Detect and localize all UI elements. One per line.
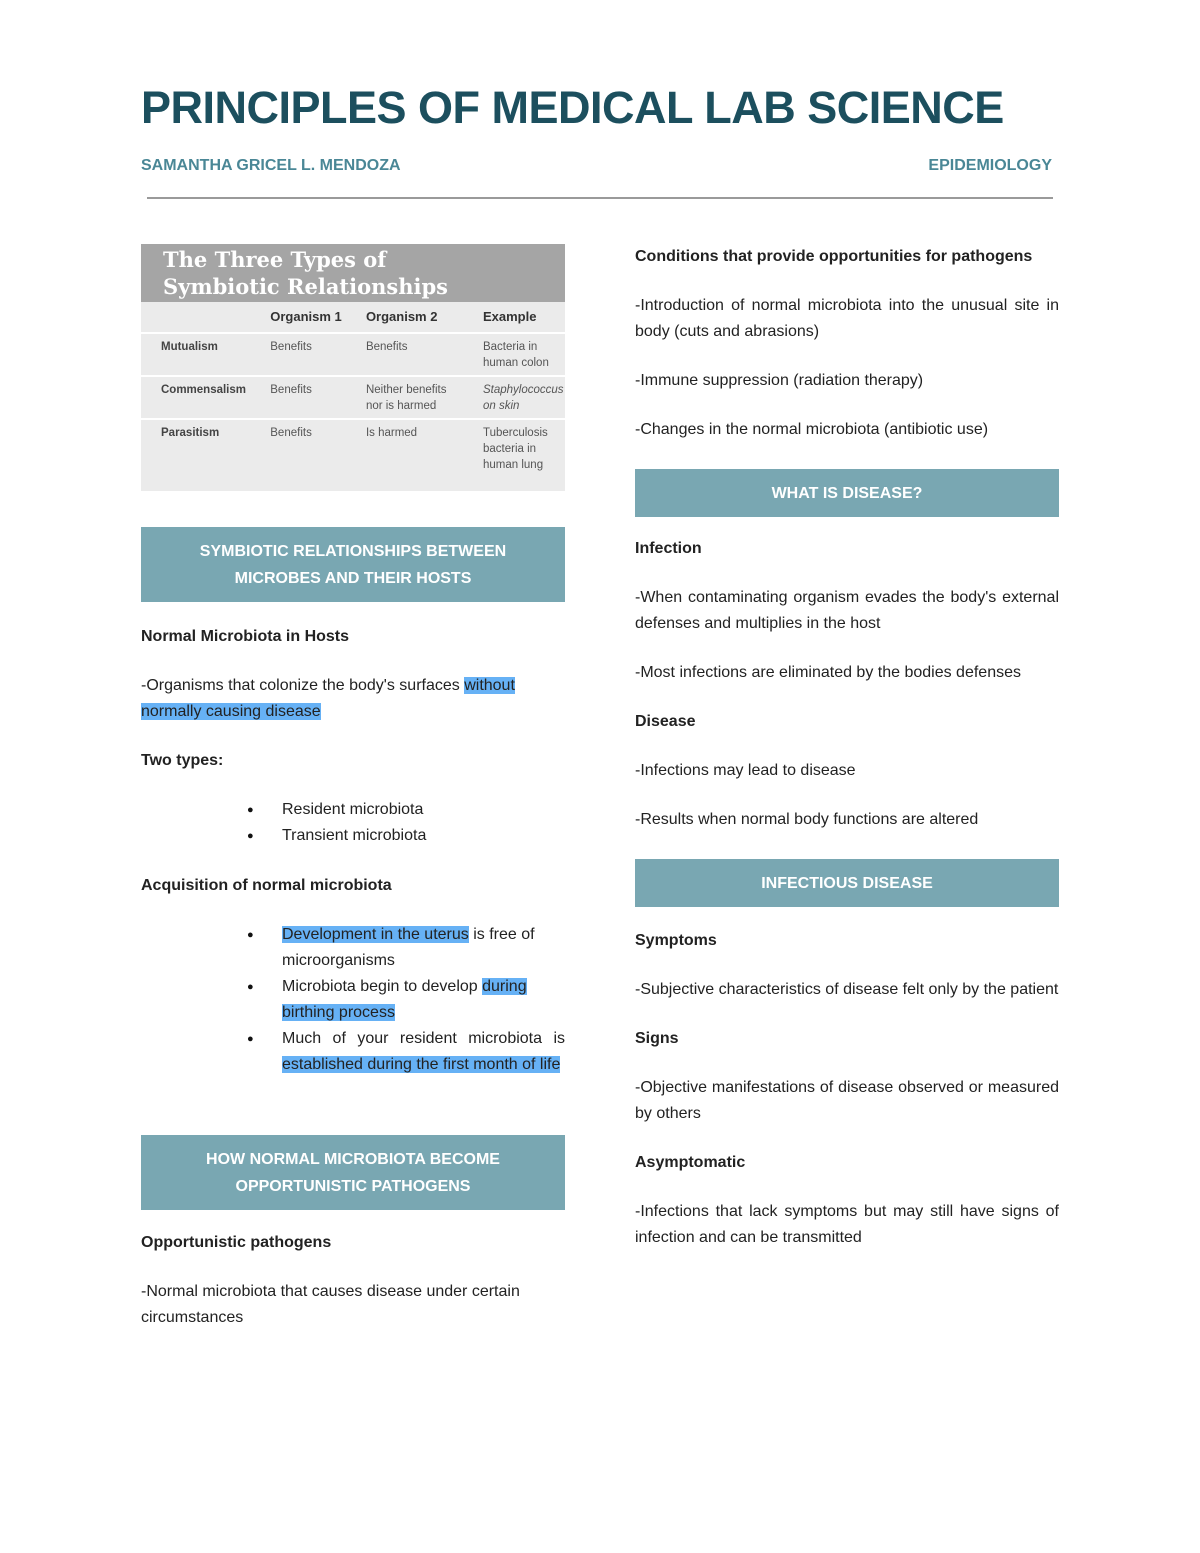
section-banner-infectious-disease <box>635 859 1059 907</box>
table-cell: Benefits <box>366 333 483 376</box>
symbiosis-table <box>141 302 565 477</box>
section-banner-symbiotic <box>141 527 565 602</box>
acquisition-list <box>141 922 565 1078</box>
table-cell: Parasitism <box>141 419 270 477</box>
table-header-cell: Example <box>482 309 537 324</box>
paragraph-asymptomatic: -Infections that lack symptoms but may still have signs of infection and can be transmitted <box>635 1203 1059 1246</box>
table-row <box>141 333 565 376</box>
page-title: PRINCIPLES OF MEDICAL LAB SCIENCE <box>141 82 1004 133</box>
text-span: Microbiota begin to develop <box>282 978 483 995</box>
table-cell: Staphylococcus on skin <box>483 376 565 419</box>
paragraph-condition: -Changes in the normal microbiota (antibiotic use) <box>635 421 989 438</box>
table-title <box>141 244 565 302</box>
paragraph-disease: -Infections may lead to disease <box>635 762 856 779</box>
section-banner-opportunistic <box>141 1135 565 1210</box>
banner-text: INFECTIOUS DISEASE <box>761 874 933 892</box>
heading-acquisition: Acquisition of normal microbiota <box>141 877 392 894</box>
table-row <box>141 376 565 419</box>
table-header-cell <box>141 302 270 333</box>
right-column <box>635 244 1059 1251</box>
heading-normal-microbiota: Normal Microbiota in Hosts <box>141 628 350 645</box>
table-title-line2: Symbiotic Relationships <box>163 274 448 299</box>
symbiosis-table-image <box>141 244 565 491</box>
paragraph-symptoms: -Subjective characteristics of disease felt only by the patient <box>635 981 1059 998</box>
paragraph-disease: -Results when normal body functions are altered <box>635 811 979 828</box>
heading-disease: Disease <box>635 713 696 730</box>
text-span: Much of your resident microbiota is <box>282 1030 565 1047</box>
text-span: -Organisms that colonize the body's surfaces <box>141 677 465 694</box>
table-header-cell: Organism 1 <box>270 309 342 324</box>
heading-asymptomatic: Asymptomatic <box>635 1154 746 1171</box>
highlighted-text: Development in the uterus <box>282 926 469 943</box>
table-header-cell: Organism 2 <box>365 309 438 324</box>
highlighted-text: established during the first month of life <box>282 1056 561 1073</box>
heading-two-types: Two types: <box>141 752 224 769</box>
table-cell: Is harmed <box>366 419 483 477</box>
list-item <box>282 974 565 1026</box>
paragraph-condition: -Immune suppression (radiation therapy) <box>635 372 924 389</box>
table-cell: Neither benefits nor is harmed <box>366 376 483 419</box>
banner-text: WHAT IS DISEASE? <box>771 484 923 502</box>
heading-opportunistic: Opportunistic pathogens <box>141 1234 332 1251</box>
text-span: is free of microorganisms <box>282 926 535 969</box>
table-header-row <box>141 302 565 333</box>
author-name: SAMANTHA GRICEL L. MENDOZA <box>141 157 401 174</box>
paragraph-infection: -When contaminating organism evades the body's external defenses and multiplies in the host <box>635 589 1059 632</box>
paragraph-signs: -Objective manifestations of disease observed or measured by others <box>635 1079 1059 1122</box>
heading-symptoms: Symptoms <box>635 932 717 949</box>
heading-conditions: Conditions that provide opportunities for pathogens <box>635 248 1033 265</box>
list-item <box>282 1026 565 1078</box>
list-item <box>282 922 565 974</box>
left-column <box>141 244 565 1331</box>
heading-signs: Signs <box>635 1030 679 1047</box>
paragraph-infection: -Most infections are eliminated by the bodies defenses <box>635 664 1021 681</box>
header-divider <box>147 197 1053 199</box>
highlighted-text: without normally causing disease <box>141 677 515 720</box>
paragraph-normal-microbiota <box>141 673 565 725</box>
highlighted-text: during birthing process <box>282 978 527 1021</box>
list-item: ● Resident microbiota <box>282 797 565 823</box>
table-cell: Benefits <box>270 333 366 376</box>
types-list <box>141 797 565 849</box>
paragraph-condition: -Introduction of normal microbiota into the unusual site in body (cuts and abrasions) <box>635 297 1059 340</box>
banner-text: HOW NORMAL MICROBIOTA BECOME OPPORTUNISTIC PATHOGENS <box>206 1150 500 1195</box>
table-cell: Commensalism <box>141 376 270 419</box>
table-cell: Bacteria in human colon <box>483 333 565 376</box>
subject-label: EPIDEMIOLOGY <box>928 157 1052 174</box>
paragraph-opportunistic: -Normal microbiota that causes disease under certain circumstances <box>141 1283 520 1326</box>
table-cell: Tuberculosis bacteria in human lung <box>483 419 565 477</box>
banner-text: SYMBIOTIC RELATIONSHIPS BETWEEN MICROBES AND THEIR HOSTS <box>199 542 507 587</box>
table-cell: Benefits <box>270 419 366 477</box>
list-item: ● Transient microbiota <box>282 823 565 849</box>
table-title-line1: The Three Types of <box>163 247 387 272</box>
table-cell: Mutualism <box>141 333 270 376</box>
heading-infection: Infection <box>635 540 702 557</box>
table-cell: Benefits <box>270 376 366 419</box>
table-row <box>141 419 565 477</box>
section-banner-what-is-disease <box>635 469 1059 517</box>
